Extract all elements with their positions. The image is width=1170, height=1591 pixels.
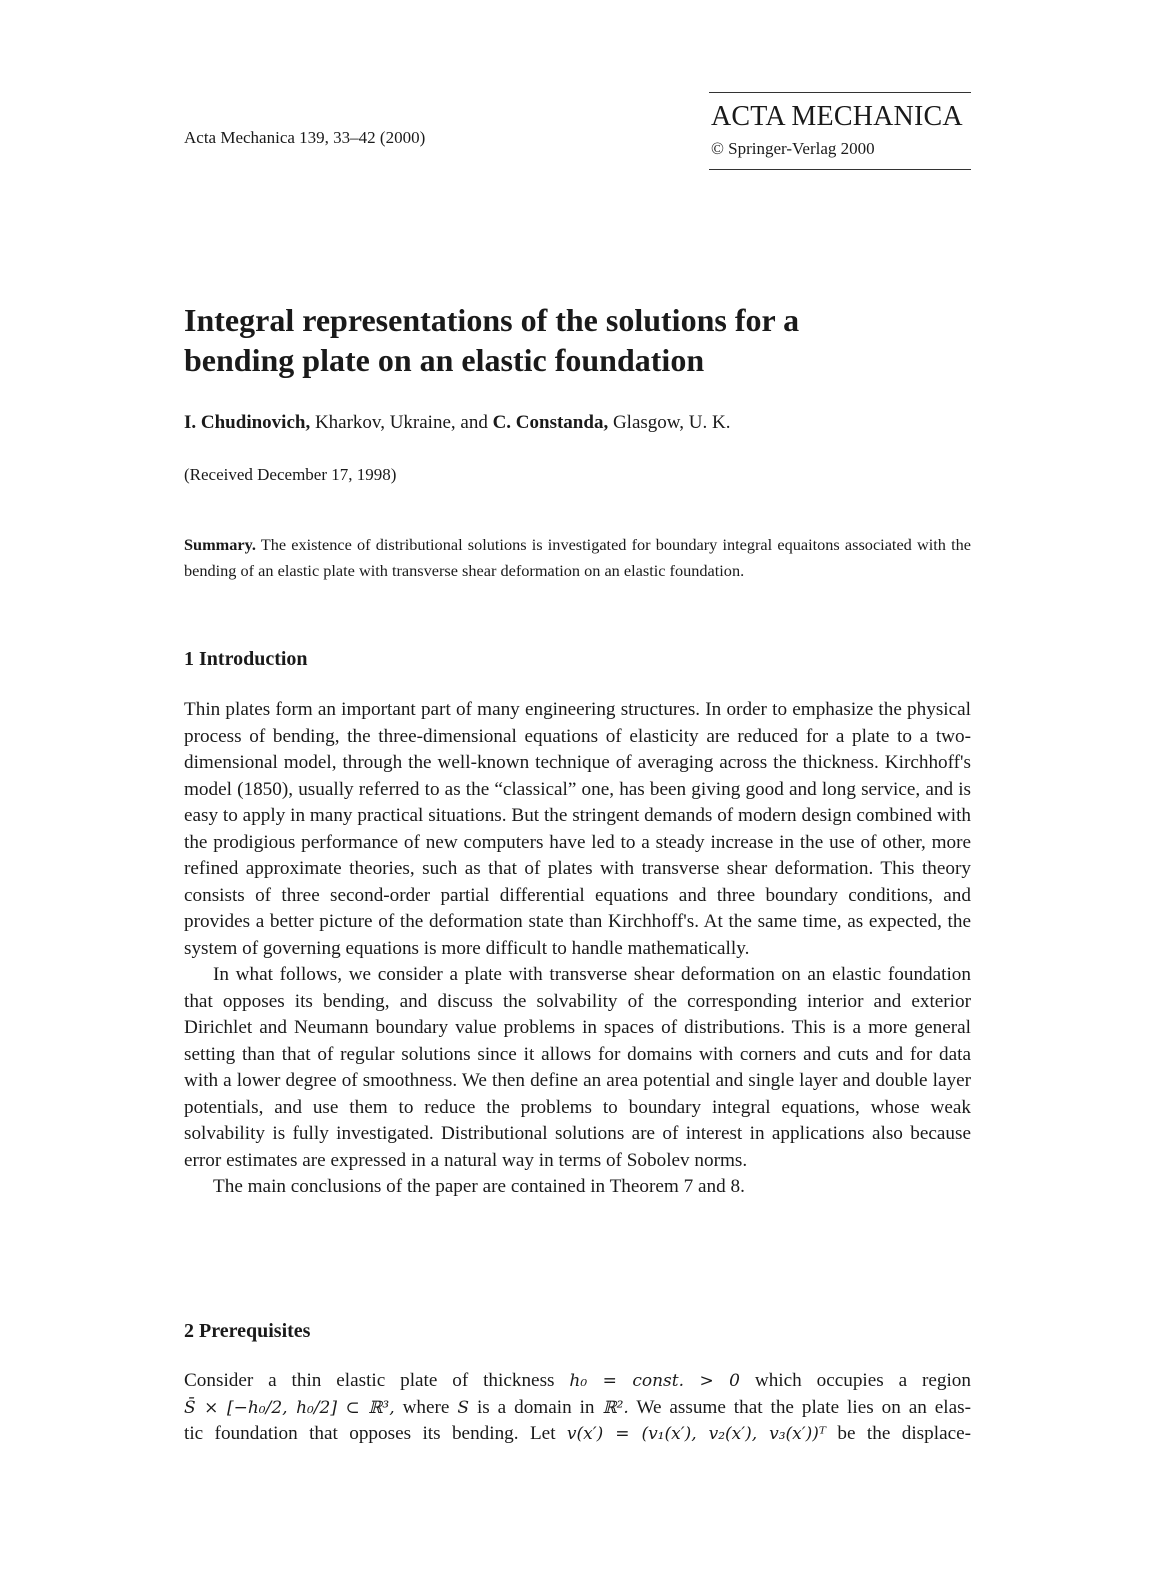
math-domain: S [457, 1397, 470, 1418]
math-plane: ℝ². [602, 1397, 629, 1418]
journal-name: ACTA MECHANICA [711, 101, 963, 132]
summary-text: The existence of distributional solutions is investigated for boundary integral equaitons associated with the bending of an elastic plate with transverse shear deformation on an elastic foundation. [184, 535, 971, 580]
intro-paragraph-3: The main conclusions of the paper are contained in Theorem 7 and 8. [213, 1176, 745, 1197]
title-line-2: bending plate on an elastic foundation [184, 342, 705, 378]
prereq-text: is a domain in [469, 1396, 603, 1418]
author-1-affiliation: Kharkov, Ukraine, and [310, 412, 493, 433]
intro-paragraph-2: In what follows, we consider a plate with transverse shear deformation on an elastic foundation that opposes its bending, and discuss the solvability of the corresponding interior and exterior Dirichlet and Neumann boundary value problems in spaces of distributions. This is a more general setting than that of regular solutions since it allows for domains with corners and cuts and for data with a lower degree of smoothness. We then define an area potential and single layer and double layer potentials, and use them to reduce the problems to boundary integral equations, whose weak solvability is fully investigated. Distributional solutions are of interest in applications also because error estimates are expressed in a natural way in terms of Sobolev norms. [184, 964, 971, 1171]
math-region: S̄ × [−h₀/2, h₀/2] ⊂ ℝ³, [184, 1397, 395, 1418]
prereq-text: where [394, 1396, 458, 1418]
math-displacement: v(x′) = (v₁(x′), v₂(x′), v₃(x′))ᵀ [566, 1424, 827, 1444]
title-line-1: Integral representations of the solutions for a [184, 302, 800, 338]
summary-block [184, 532, 971, 584]
prereq-line-1 [184, 1368, 971, 1395]
top-rule [709, 92, 971, 93]
author-2-affiliation: Glasgow, U. K. [608, 412, 731, 433]
author-1-name: I. Chudinovich, [184, 412, 311, 433]
prerequisites-body [184, 1368, 971, 1448]
author-2-name: C. Constanda, [492, 412, 609, 433]
prereq-text: which occupies a region [739, 1370, 971, 1391]
prereq-text: be the displace- [826, 1423, 972, 1444]
prereq-text: Consider a thin elastic plate of thickness [184, 1370, 570, 1391]
intro-paragraph-1: Thin plates form an important part of many engineering structures. In order to emphasize the physical process of bending, the three-dimensional equations of elasticity are reduced for a plate to a two-dimensional model, through the well-known technique of averaging across the thickness. Kirchhoff's model (1850), usually referred to as the “classical” one, has been giving good and long service, and is easy to apply in many practical situations. But the stringent demands of modern design combined with the prodigious performance of new computers have led to a steady increase in the use of other, more refined approximate theories, such as that of plates with transverse shear deformation. This theory consists of three second-order partial differential equations and three boundary conditions, and provides a better picture of the deformation state than Kirchhoff's. At the same time, as expected, the system of governing equations is more difficult to handle mathematically. [184, 699, 971, 959]
section-2-heading: 2 Prerequisites [184, 1320, 311, 1342]
journal-citation: Acta Mechanica 139, 33–42 (2000) [184, 128, 426, 147]
math-thickness: h₀ = const. > 0 [569, 1371, 740, 1391]
journal-header-box [709, 92, 971, 170]
prereq-text: We assume that the plate lies on an elas- [628, 1396, 971, 1418]
bottom-rule [709, 169, 971, 170]
paper-title [184, 300, 964, 380]
publisher-copyright: © Springer-Verlag 2000 [711, 139, 875, 158]
prereq-line-2 [184, 1395, 971, 1422]
author-line [184, 412, 730, 434]
prereq-text: tic foundation that opposes its bending. Let [184, 1423, 567, 1444]
introduction-body [184, 697, 971, 1201]
prereq-line-3 [184, 1421, 971, 1448]
summary-label: Summary. [184, 535, 256, 554]
received-date: (Received December 17, 1998) [184, 465, 397, 484]
section-1-heading: 1 Introduction [184, 648, 308, 670]
